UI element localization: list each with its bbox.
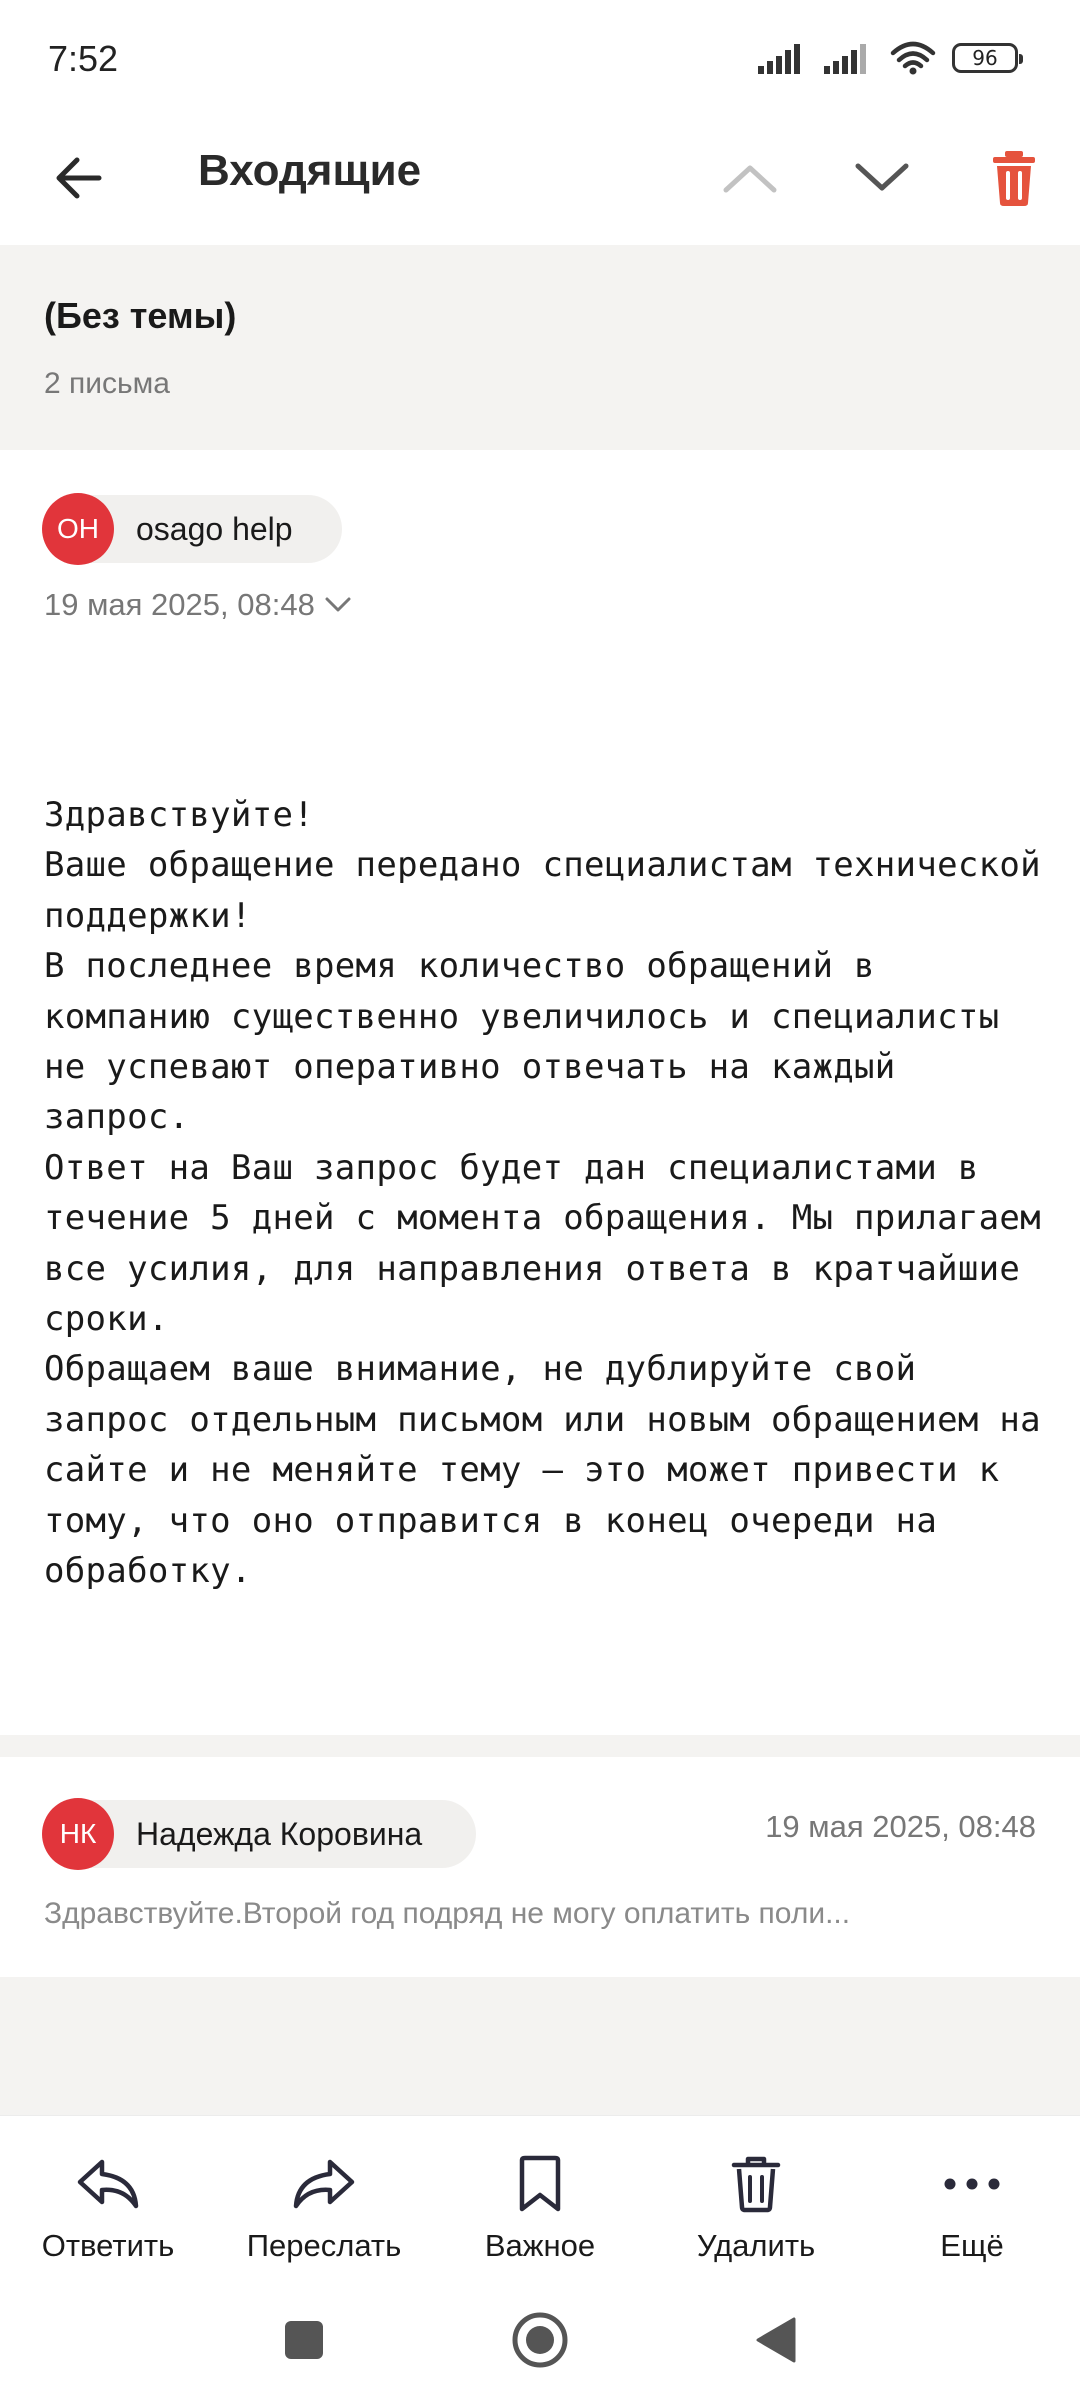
trash-icon — [991, 149, 1037, 207]
recents-button[interactable] — [272, 2308, 336, 2372]
thread-header — [0, 245, 1080, 450]
thread-subject: (Без темы) — [44, 295, 237, 336]
more-icon — [942, 2177, 1002, 2191]
message-divider — [0, 1735, 1080, 1757]
message-preview: Здравствуйте.Второй год подряд не могу оплатить поли... — [44, 1897, 851, 1930]
more-button[interactable] — [864, 2116, 1080, 2281]
message-date: 19 мая 2025, 08:48 — [44, 587, 315, 622]
app-bar — [0, 120, 1080, 245]
body-paragraph: Ваше обращение передано специалистам технической поддержки! — [44, 845, 1062, 936]
message-date-toggle[interactable] — [44, 587, 351, 623]
battery-level: 96 — [972, 46, 998, 70]
bookmark-icon — [517, 2155, 563, 2213]
avatar: OH — [42, 493, 114, 565]
bottom-action-bar — [0, 2115, 1080, 2281]
sender-chip[interactable] — [44, 495, 342, 563]
page-title: Входящие — [198, 146, 422, 195]
next-message-button[interactable] — [844, 140, 920, 216]
back-button[interactable] — [40, 140, 116, 216]
back-triangle-icon — [754, 2316, 798, 2364]
home-button[interactable] — [508, 2308, 572, 2372]
chevron-down-icon — [854, 162, 910, 194]
signal-icon — [758, 42, 808, 74]
reply-icon — [76, 2158, 140, 2210]
message-collapsed[interactable] — [0, 1757, 1080, 1977]
previous-message-button[interactable] — [712, 140, 788, 216]
forward-label: Переслать — [246, 2228, 402, 2263]
forward-button[interactable] — [216, 2116, 432, 2281]
status-icons — [758, 40, 1018, 76]
important-button[interactable] — [432, 2116, 648, 2281]
message-expanded — [0, 450, 1080, 1735]
system-navigation-bar — [0, 2280, 1080, 2400]
sender-name: osago help — [136, 510, 293, 547]
signal-icon — [824, 42, 874, 74]
body-paragraph: Ответ на Ваш запрос будет дан специалистами в течение 5 дней с момента обращения. Мы прилагаем все усилия, для направления ответа в кратчайшие сроки. — [44, 1147, 1062, 1340]
system-back-button[interactable] — [744, 2308, 808, 2372]
avatar: НК — [42, 1798, 114, 1870]
forward-icon — [292, 2158, 356, 2210]
chevron-up-icon — [722, 162, 778, 194]
body-paragraph: Обращаем ваше внимание, не дублируйте свой запрос отдельным письмом или новым обращением на сайте и не меняйте тему – это может привести к тому, что оно отправится в конец очереди на обработку. — [44, 1349, 1062, 1592]
delete-action-button[interactable] — [648, 2116, 864, 2281]
reply-button[interactable] — [0, 2116, 216, 2281]
sender-chip[interactable] — [44, 1800, 476, 1868]
reply-label: Ответить — [41, 2228, 175, 2263]
empty-area — [0, 1977, 1080, 2115]
wifi-icon — [890, 41, 936, 75]
body-paragraph: Здравствуйте! — [44, 795, 315, 835]
arrow-left-icon — [53, 156, 103, 200]
square-icon — [284, 2320, 324, 2360]
battery-icon — [952, 43, 1018, 73]
important-label: Важное — [484, 2228, 596, 2263]
trash-icon — [731, 2155, 781, 2213]
chevron-down-icon — [325, 597, 351, 613]
message-body — [44, 790, 1062, 1597]
message-date: 19 мая 2025, 08:48 — [765, 1809, 1036, 1844]
delete-label: Удалить — [696, 2228, 816, 2263]
status-bar — [0, 0, 1080, 120]
more-label: Ещё — [940, 2228, 1004, 2263]
body-paragraph: В последнее время количество обращений в компанию существенно увеличилось и специалисты не успевают оперативно отвечать на каждый запрос. — [44, 946, 1021, 1138]
delete-button[interactable] — [976, 138, 1052, 218]
sender-name: Надежда Коровина — [136, 1815, 423, 1852]
thread-message-count: 2 письма — [44, 367, 170, 400]
home-circle-icon — [511, 2311, 569, 2369]
status-time: 7:52 — [48, 38, 119, 79]
